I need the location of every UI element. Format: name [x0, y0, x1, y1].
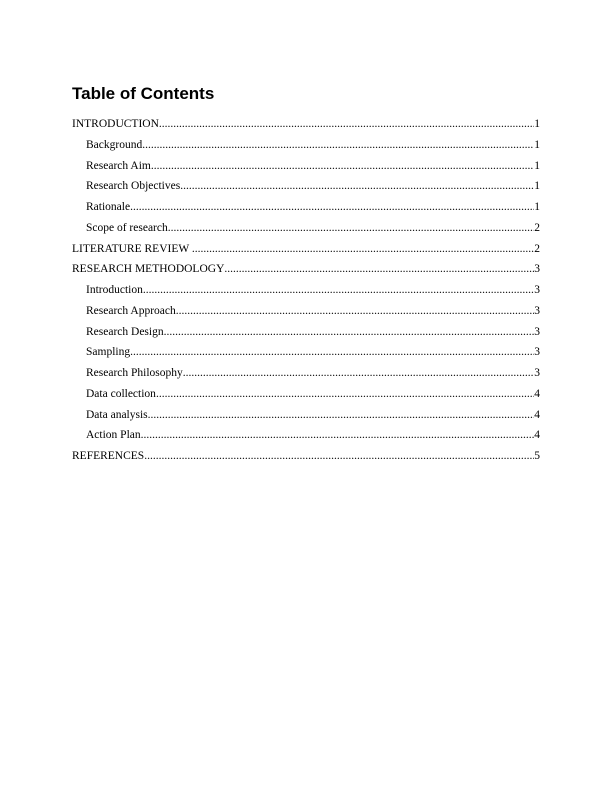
toc-entry-label: Rationale	[86, 201, 131, 213]
toc-entry-page: 1	[534, 201, 540, 213]
toc-entry-research-aim[interactable]	[72, 158, 540, 179]
toc-title: Table of Contents	[72, 84, 215, 103]
toc-entry-label: Research Philosophy	[86, 367, 183, 379]
dot-leader	[164, 324, 535, 340]
toc-entry-scope-of-research[interactable]	[72, 220, 540, 241]
toc-entry-label: Research Design	[86, 325, 164, 338]
dot-leader	[144, 448, 534, 464]
toc-entry-page: 4	[534, 387, 540, 400]
dot-leader	[224, 261, 534, 277]
toc-entry-page: 3	[534, 304, 540, 317]
toc-entry-page: 5	[534, 450, 540, 462]
dot-leader	[192, 241, 534, 257]
dot-leader	[143, 282, 534, 298]
dot-leader	[151, 158, 534, 174]
dot-leader	[176, 303, 535, 319]
dot-leader	[183, 365, 534, 381]
toc-entry-label: Data collection	[86, 387, 156, 400]
toc-entry-page: 1	[534, 159, 540, 172]
toc-entry-data-collection[interactable]	[72, 386, 540, 407]
toc-entry-introduction[interactable]	[72, 116, 540, 137]
toc-entry-label: Sampling	[86, 346, 131, 359]
toc-entry-page: 3	[534, 346, 540, 359]
toc-entry-page: 1	[534, 118, 540, 130]
dot-leader	[159, 116, 534, 132]
dot-leader	[168, 220, 535, 236]
toc-list	[72, 116, 540, 469]
toc-entry-references[interactable]	[72, 448, 540, 469]
toc-entry-label: Introduction	[86, 284, 143, 296]
toc-entry-label: Data analysis	[86, 408, 148, 421]
dot-leader	[142, 137, 534, 153]
toc-entry-research-design[interactable]	[72, 324, 540, 345]
toc-entry-label: INTRODUCTION	[72, 118, 159, 130]
toc-entry-research-approach[interactable]	[72, 303, 540, 324]
toc-entry-label: Scope of research	[86, 221, 168, 234]
toc-entry-page: 3	[534, 367, 540, 379]
toc-entry-literature-review[interactable]	[72, 241, 540, 262]
toc-entry-rationale[interactable]	[72, 199, 540, 220]
toc-entry-label: RESEARCH METHODOLOGY	[72, 263, 225, 276]
toc-entry-page: 4	[534, 429, 540, 442]
toc-entry-background[interactable]	[72, 137, 540, 158]
toc-entry-research-methodology[interactable]	[72, 261, 540, 282]
toc-entry-page: 1	[534, 180, 540, 193]
toc-entry-page: 2	[534, 221, 540, 234]
dot-leader	[130, 344, 534, 360]
toc-entry-methodology-introduction[interactable]	[72, 282, 540, 303]
toc-entry-label: LITERATURE REVIEW	[72, 242, 192, 255]
toc-entry-research-philosophy[interactable]	[72, 365, 540, 386]
toc-entry-page: 3	[534, 263, 540, 276]
toc-entry-label: Background	[86, 138, 143, 151]
dot-leader	[148, 407, 535, 423]
dot-leader	[156, 386, 534, 402]
toc-entry-page: 4	[534, 408, 540, 421]
toc-entry-research-objectives[interactable]	[72, 178, 540, 199]
toc-entry-data-analysis[interactable]	[72, 407, 540, 428]
toc-entry-label: REFERENCES	[72, 450, 145, 462]
dot-leader	[141, 427, 535, 443]
dot-leader	[180, 178, 534, 194]
toc-entry-label: Research Approach	[86, 304, 176, 317]
toc-entry-page: 3	[534, 325, 540, 338]
toc-entry-label: Action Plan	[86, 429, 141, 442]
toc-entry-page: 1	[534, 138, 540, 151]
dot-leader	[130, 199, 534, 215]
toc-entry-label: Research Aim	[86, 159, 151, 172]
toc-entry-action-plan[interactable]	[72, 427, 540, 448]
toc-entry-label: Research Objectives	[86, 180, 181, 193]
toc-entry-page: 3	[534, 284, 540, 296]
toc-entry-page: 2	[534, 242, 540, 255]
toc-entry-sampling[interactable]	[72, 344, 540, 365]
